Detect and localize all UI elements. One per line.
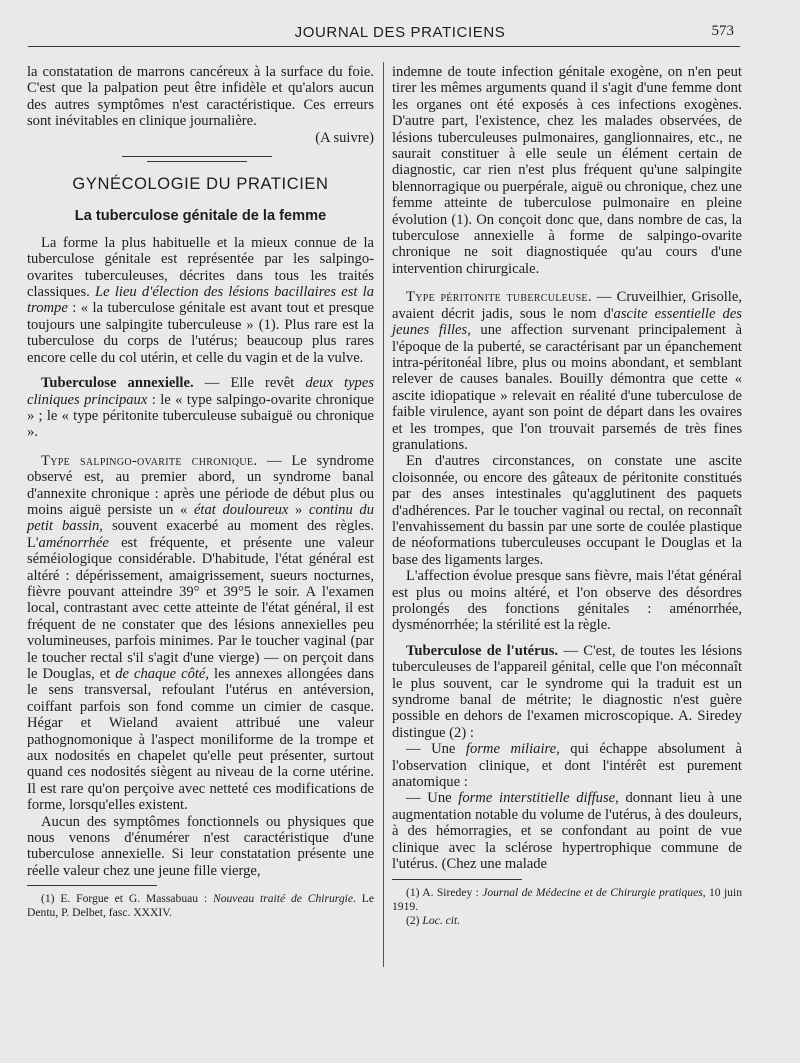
to-be-continued: (A suivre): [315, 129, 374, 146]
paragraph-salpingo: Type salpingo-ovarite chronique. — Le syndrome observé est, au premier abord, un syndrome banal d'annexite chronique : après une période de début plus ou moins aiguë persiste un « état douloureux » continu du petit bassin, souvent exacerbé au moment des règles. L'aménorrhée est fréquente, et présente une valeur séméiologique considérable. D'habitude, l'état général est altéré : dépérissement, amaigrissement, sueurs nocturnes, fièvre pouvant atteindre 39° et 39°5 le soir. A l'examen local, contrastant avec cette atteinte de l'état général, il est fréquent de ne constater que des lésions annexielles peu volumineuses, parfois minimes. Par le toucher vaginal (par le toucher rectal s'il s'agit d'une vierge) — on perçoit dans le Douglas, et de chaque côté, les annexes allongées dans le sens transversal, refoulant l'utérus en antéversion, coiffant parfois son fond comme un cimier de casque. Hégar et Wieland avaient attribué une valeur pathognomonique à l'aspect moniliforme de la trompe et aux nodosités en chapelet qu'elle peut présenter, surtout quand ces nodosités siègent au niveau de la corne utérine. Il est rare qu'on perçoive avec netteté ces modifications de forme, lorsqu'elles existent.: [27, 452, 374, 814]
subheading-peritonite: Type péritonite tuberculeuse.: [406, 289, 592, 306]
paragraph-miliaire: — Une forme miliaire, qui échappe absolument à l'observation clinique, et dont l'intérêt est purement anatomique :: [392, 741, 742, 791]
left-column: [27, 64, 374, 920]
paragraph-peritonite: Type péritonite tuberculeuse. — Cruveilhier, Grisolle, avaient décrit jadis, sous le nom d'ascite essentielle des jeunes filles, une affection survenant principalement à l'époque de la puberté, se caractérisant par un épanchement intra-péritonéal libre, plus ou moins abondant, et semblant relever de causes banales. Bouilly démontra que cette « ascite idiopatique » relevait en réalité d'une tuberculose de faible virulence, ayant son point de départ dans les ovaires et les trompes, que l'on trouvait parsemés de très fines granulations.: [392, 289, 743, 453]
footnote-right-1: (1) A. Siredey : Journal de Médecine et de Chirurgie pratiques, 10 juin 1919.: [392, 885, 742, 913]
subheading-uterus: Tuberculose de l'utérus.: [406, 642, 559, 659]
section-ornament: [27, 146, 374, 172]
subheading-annexielle: Tuberculose annexielle.: [41, 375, 194, 392]
page-header: [0, 20, 800, 48]
header-rule: [28, 46, 740, 47]
footnote-left-1: (1) E. Forgue et G. Massabuau : Nouveau traité de Chirurgie. Le Dentu, P. Delbet, fasc. XXXIV.: [27, 892, 375, 920]
article-title: La tuberculose génitale de la femme: [74, 208, 327, 225]
paragraph-continued: indemne de toute infection génitale exogène, on n'en peut tirer les mêmes arguments quand il s'agit d'une femme dont les organes ont été exposés à ces infections exogènes. D'autre part, l'existence, chez les malades observées, de lésions tuberculeuses pulmonaires, ganglionnaires, etc., ne saurait constituer à elle seule un élément certain de diagnostic, car rien n'est plus fréquent qu'une salpingite blennorragique ou puerpérale, aiguë ou chronique, chez une femme atteinte de tuberculose pulmonaire en pleine évolution (1). On conçoit donc que, dans nombre de cas, la tuberculose annexielle à forme de salpingo-ovarite chronique ne soit diagnostiquée qu'au cours d'une intervention chirurgicale.: [392, 64, 742, 277]
paragraph-ascite: En d'autres circonstances, on constate une ascite cloisonnée, ou encore des gâteaux de péritonite constitués par des anses intestinales qu'agglutinent des paquets d'adhérences. Par le toucher vaginal ou rectal, on reconnaît l'envahissement du bassin par une sorte de coulée plastique de néoformations tuberculeuses occupant le Douglas et la base des ligaments larges.: [392, 453, 742, 568]
paragraph-evolution: L'affection évolue presque sans fièvre, mais l'état général est plus ou moins altéré, et l'on observe des désordres prolongés des fonctions génitales : aménorrhée, dysménorrhée; la stérilité est la règle.: [392, 568, 742, 634]
footnote-rule: [27, 885, 157, 886]
paragraph-symptomes: Aucun des symptômes fonctionnels ou physiques que nous venons d'énumérer n'est caractéristique d'une tuberculose annexielle. Si leur constatation présente une réelle valeur chez une jeune fille vierge,: [27, 813, 374, 879]
subheading-salpingo: Type salpingo-ovarite chronique.: [41, 452, 258, 469]
footnote-rule: [392, 879, 522, 880]
journal-title: JOURNAL DES PRATICIENS: [294, 24, 506, 41]
paragraph-intro: La forme la plus habituelle et la mieux connue de la tuberculose génitale est représentée par les salpingo-ovarites tuberculeuses, décrites dans tous les traités classiques. Le lieu d'élection des lésions bacillaires est la trompe : « la tuberculose génitale est avant tout et presque toujours une salpingite tuberculeuse » (1). Plus rare est la tuberculose du corps de l'utérus; beaucoup plus rares encore celle du col utérin, et celle du vagin et de la vulve.: [27, 234, 374, 366]
paragraph-uterus: Tuberculose de l'utérus. — C'est, de toutes les lésions tuberculeuses de l'appareil génital, celle que l'on méconnaît le plus souvent, car le syndrome qui la traduit est un syndrome banal de métrite; le diagnostic n'est guère possible en dehors de l'examen microscopique. A. Siredey distingue (2) :: [392, 642, 743, 741]
intro-paragraph: la constatation de marrons cancéreux à la surface du foie. C'est que la palpation peut être infidèle et qu'alors aucun des autres symptômes n'est caractéristique. Ces erreurs sont inévitables en clinique journalière.: [27, 64, 374, 130]
footnote-right-2: (2) Loc. cit.: [406, 913, 461, 927]
right-column: [392, 64, 742, 928]
paragraph-annexielle: Tuberculose annexielle. — Elle revêt deux types cliniques principaux : le « type salpingo-ovarite chronique » ; le « type péritonite tuberculeuse subaiguë ou chronique ».: [27, 375, 374, 441]
page-number: 573: [711, 23, 734, 39]
column-divider: [383, 62, 384, 967]
section-title: GYNÉCOLOGIE DU PRATICIEN: [72, 175, 329, 194]
paragraph-interstitielle: — Une forme interstitielle diffuse, donnant lieu à une augmentation notable du volume de l'utérus, à des douleurs, à des hémorragies, et se confondant au point de vue clinique avec la sclérose hypertrophique commune de l'utérus. (Chez une malade: [392, 790, 742, 873]
